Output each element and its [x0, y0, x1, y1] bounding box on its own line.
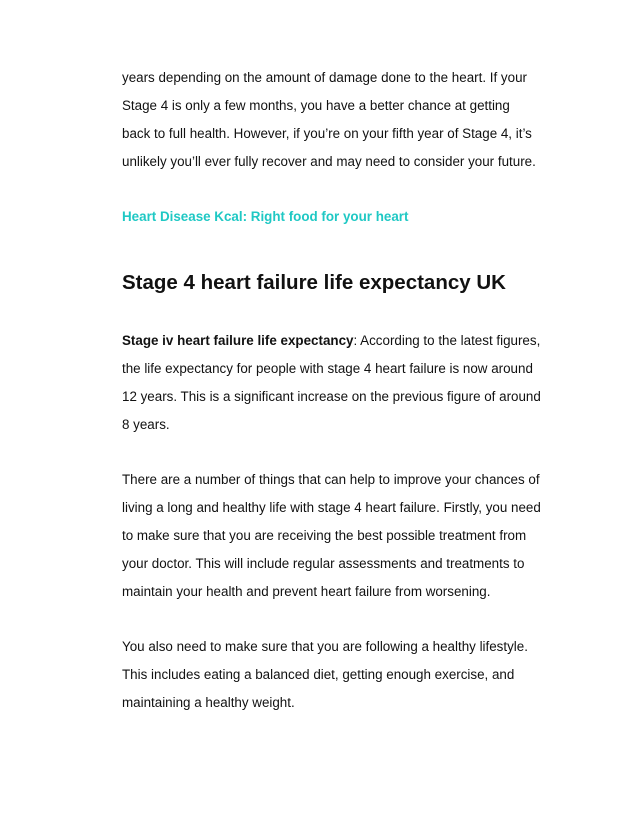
related-article-link[interactable]: Heart Disease Kcal: Right food for your heart [122, 209, 409, 224]
paragraph-line: living a long and healthy life with stage 4 heart failure. Firstly, you need [122, 500, 541, 515]
paragraph-line: maintaining a healthy weight. [122, 695, 295, 710]
section-heading: Stage 4 heart failure life expectancy UK [122, 271, 506, 294]
spacer [122, 606, 568, 633]
document-page [122, 64, 568, 717]
paragraph-line: You also need to make sure that you are following a healthy lifestyle. [122, 639, 528, 654]
spacer [122, 176, 568, 203]
paragraph-line: your doctor. This will include regular assessments and treatments to [122, 556, 525, 571]
paragraph-healthy-lifestyle [122, 633, 568, 717]
paragraph-line: years depending on the amount of damage done to the heart. If your [122, 70, 527, 85]
spacer [122, 439, 568, 466]
paragraph-line: This includes eating a balanced diet, getting enough exercise, and [122, 667, 515, 682]
paragraph-line [122, 327, 568, 355]
paragraph-line: 8 years. [122, 417, 170, 432]
paragraph-line: unlikely you’ll ever fully recover and may need to consider your future. [122, 154, 536, 169]
lead-rest: : According to the latest figures, [353, 333, 541, 348]
paragraph-line: 12 years. This is a significant increase on the previous figure of around [122, 389, 541, 404]
paragraph-line: There are a number of things that can help to improve your chances of [122, 472, 540, 487]
paragraph-line: the life expectancy for people with stage 4 heart failure is now around [122, 361, 533, 376]
spacer [122, 298, 568, 327]
lead-term: Stage iv heart failure life expectancy [122, 333, 354, 348]
paragraph-line: Stage 4 is only a few months, you have a better chance at getting [122, 98, 510, 113]
paragraph-improve-chances [122, 466, 568, 606]
paragraph-line: maintain your health and prevent heart failure from worsening. [122, 584, 491, 599]
paragraph-life-expectancy [122, 327, 568, 439]
paragraph-line: to make sure that you are receiving the best possible treatment from [122, 528, 527, 543]
paragraph-recovery [122, 64, 568, 176]
paragraph-line: back to full health. However, if you’re on your fifth year of Stage 4, it’s [122, 126, 532, 141]
spacer [122, 231, 568, 268]
